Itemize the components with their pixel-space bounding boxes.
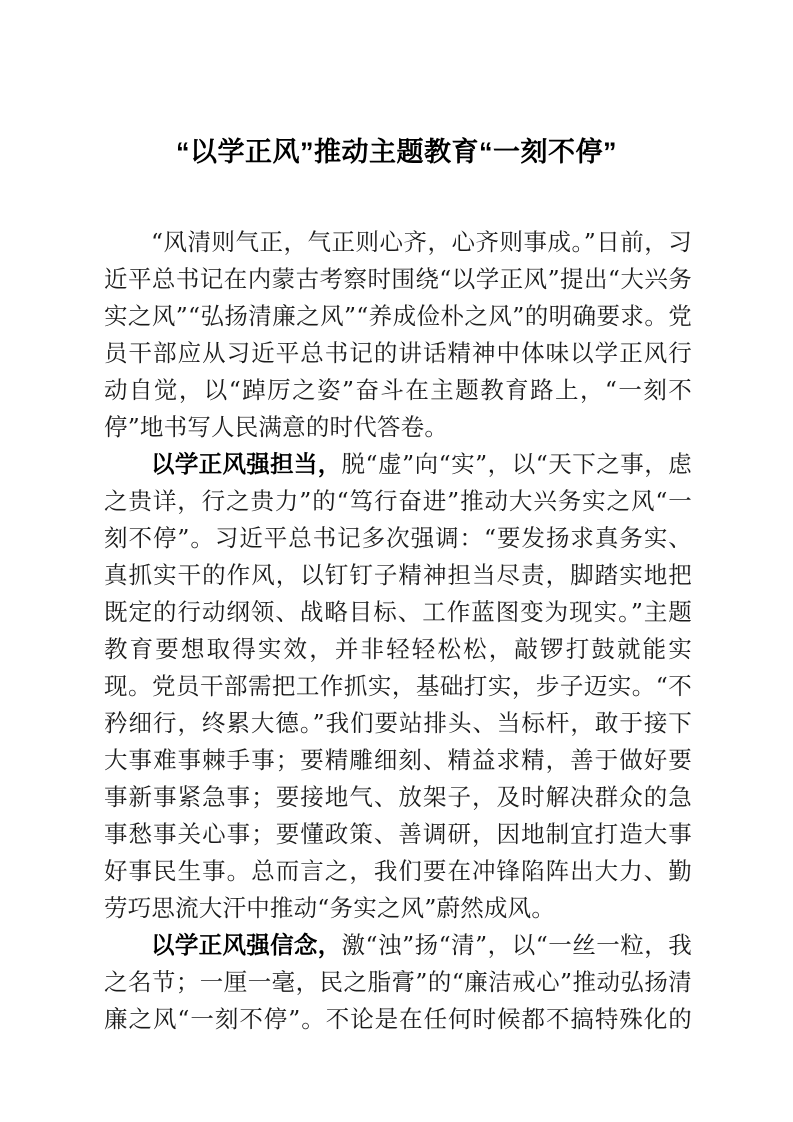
- paragraph-section-danddang: [104, 446, 692, 927]
- paragraph-lead: 以学正风强担当，: [151, 451, 342, 477]
- paragraph-section-xinnian: [104, 927, 692, 1038]
- paragraph-text: 脱“虚”向“实”，以“天下之事，虑之贵详，行之贵力”的“笃行奋进”推动大兴务实之风“一刻不停”。习近平总书记多次强调：“要发扬求真务实、真抓实干的作风，以钉钉子精神担当尽责，脚踏实地把既定的行动纲领、战略目标、工作蓝图变为现实。”主题教育要想取得实效，并非轻轻松松，敲锣打鼓就能实现。党员干部需把工作抓实，基础打实，步子迈实。“不矜细行，终累大德。”我们要站排头、当标杆，敢于接下大事难事棘手事；要精雕细刻、精益求精，善于做好要事新事紧急事；要接地气、放架子，及时解决群众的急事愁事关心事；要懂政策、善调研，因地制宜打造大事好事民生事。总而言之，我们要在冲锋陷阵出大力、勤劳巧思流大汗中推动“务实之风”蔚然成风。: [104, 450, 692, 922]
- paragraph-text: 激“浊”扬“清”，以“一丝一粒，我之名节；一厘一毫，民之脂膏”的“廉洁戒心”推动弘扬清廉之风“一刻不停”。不论是在任何时候都不搞特殊化的: [104, 931, 692, 1033]
- document-body: [104, 224, 692, 1038]
- paragraph-lead: 以学正风强信念，: [151, 932, 342, 958]
- page-title: “以学正风”推动主题教育“一刻不停”: [176, 137, 617, 167]
- paragraph-text: “风清则气正，气正则心齐，心齐则事成。”日前，习近平总书记在内蒙古考察时围绕“以学正风”提出“大兴务实之风”“弘扬清廉之风”“养成俭朴之风”的明确要求。党员干部应从习近平总书记的讲话精神中体味以学正风行动自觉，以“踔厉之姿”奋斗在主题教育路上，“一刻不停”地书写人民满意的时代答卷。: [104, 228, 692, 441]
- paragraph-intro: [104, 224, 692, 446]
